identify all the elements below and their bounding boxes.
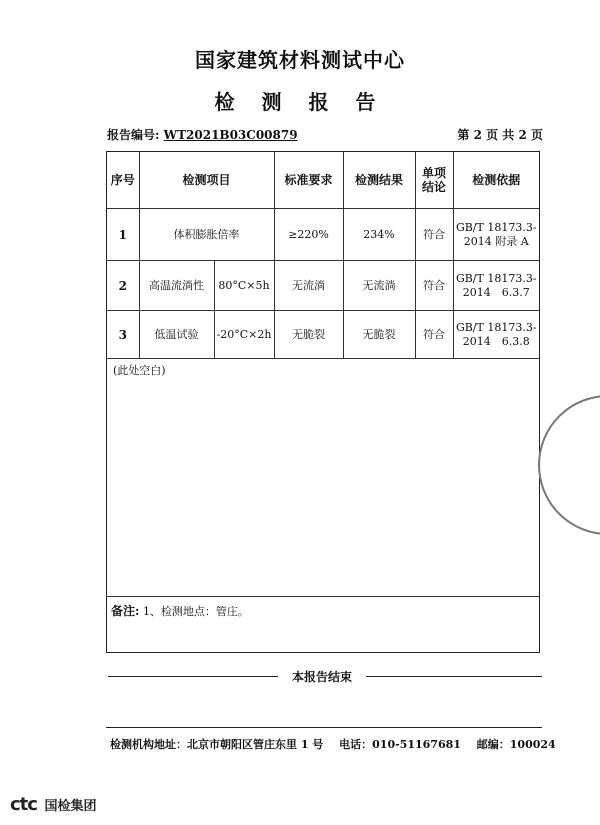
- blank-note: (此处空白): [113, 364, 166, 377]
- footer-divider: [106, 727, 542, 728]
- footer-postcode: 邮编：100024: [476, 738, 556, 751]
- table-row: [107, 261, 539, 311]
- table-row: [107, 209, 539, 261]
- table-header-row: [107, 152, 539, 209]
- row-result: 无脆裂: [343, 311, 415, 359]
- row-item: 体积膨胀倍率: [139, 209, 274, 261]
- row-req: 无脆裂: [274, 311, 343, 359]
- result-table-frame: [106, 151, 540, 653]
- brand-name: 国检集团: [44, 799, 97, 814]
- page-info: 第 2 页 共 2 页: [457, 128, 543, 142]
- row-result: 无流淌: [343, 261, 415, 311]
- header-no: 序号: [107, 152, 139, 209]
- row-req: 无流淌: [274, 261, 343, 311]
- row-item: 低温试验: [139, 311, 214, 359]
- end-of-report: 本报告结束: [291, 670, 352, 684]
- doc-title: 检 测 报 告: [214, 90, 386, 114]
- row-no: 3: [107, 311, 139, 359]
- report-number-value: WT2021B03C00879: [163, 128, 298, 142]
- footer-address: 检测机构地址：北京市朝阳区管庄东里 1 号: [110, 738, 324, 751]
- row-req: ≥220%: [274, 209, 343, 261]
- table-row: [107, 311, 539, 359]
- row-no: 2: [107, 261, 139, 311]
- header-result: 检测结果: [343, 152, 415, 209]
- report-number: [107, 126, 298, 143]
- seal-stamp-icon: [538, 395, 600, 535]
- row-no: 1: [107, 209, 139, 261]
- row-condition: -20°C×2h: [214, 311, 274, 359]
- footer-phone: 电话：010-51167681: [339, 738, 461, 751]
- notes-divider: [107, 596, 539, 597]
- row-conclusion: 符合: [415, 209, 453, 261]
- row-basis: GB/T 18173.3-2014 6.3.7: [453, 261, 539, 311]
- header-conclusion: 单项结论: [415, 152, 453, 209]
- row-conclusion: 符合: [415, 311, 453, 359]
- end-line-right: [366, 676, 542, 677]
- row-item: 高温流淌性: [139, 261, 214, 311]
- row-result: 234%: [343, 209, 415, 261]
- row-basis: GB/T 18173.3-2014 6.3.8: [453, 311, 539, 359]
- header-req: 标准要求: [274, 152, 343, 209]
- result-table: [107, 152, 539, 359]
- org-title: 国家建筑材料测试中心: [195, 48, 405, 72]
- header-item: 检测项目: [139, 152, 274, 209]
- row-condition: 80°C×5h: [214, 261, 274, 311]
- ctc-logo-icon: ctc: [10, 794, 37, 815]
- end-line-left: [108, 676, 278, 677]
- notes: [111, 602, 249, 619]
- row-conclusion: 符合: [415, 261, 453, 311]
- footer: [110, 736, 556, 752]
- report-number-label: 报告编号:: [107, 128, 160, 142]
- notes-text: 1、检测地点：管庄。: [142, 605, 249, 618]
- header-basis: 检测依据: [453, 152, 539, 209]
- notes-label: 备注:: [111, 604, 140, 618]
- row-basis: GB/T 18173.3-2014 附录 A: [453, 209, 539, 261]
- brand: [10, 794, 97, 815]
